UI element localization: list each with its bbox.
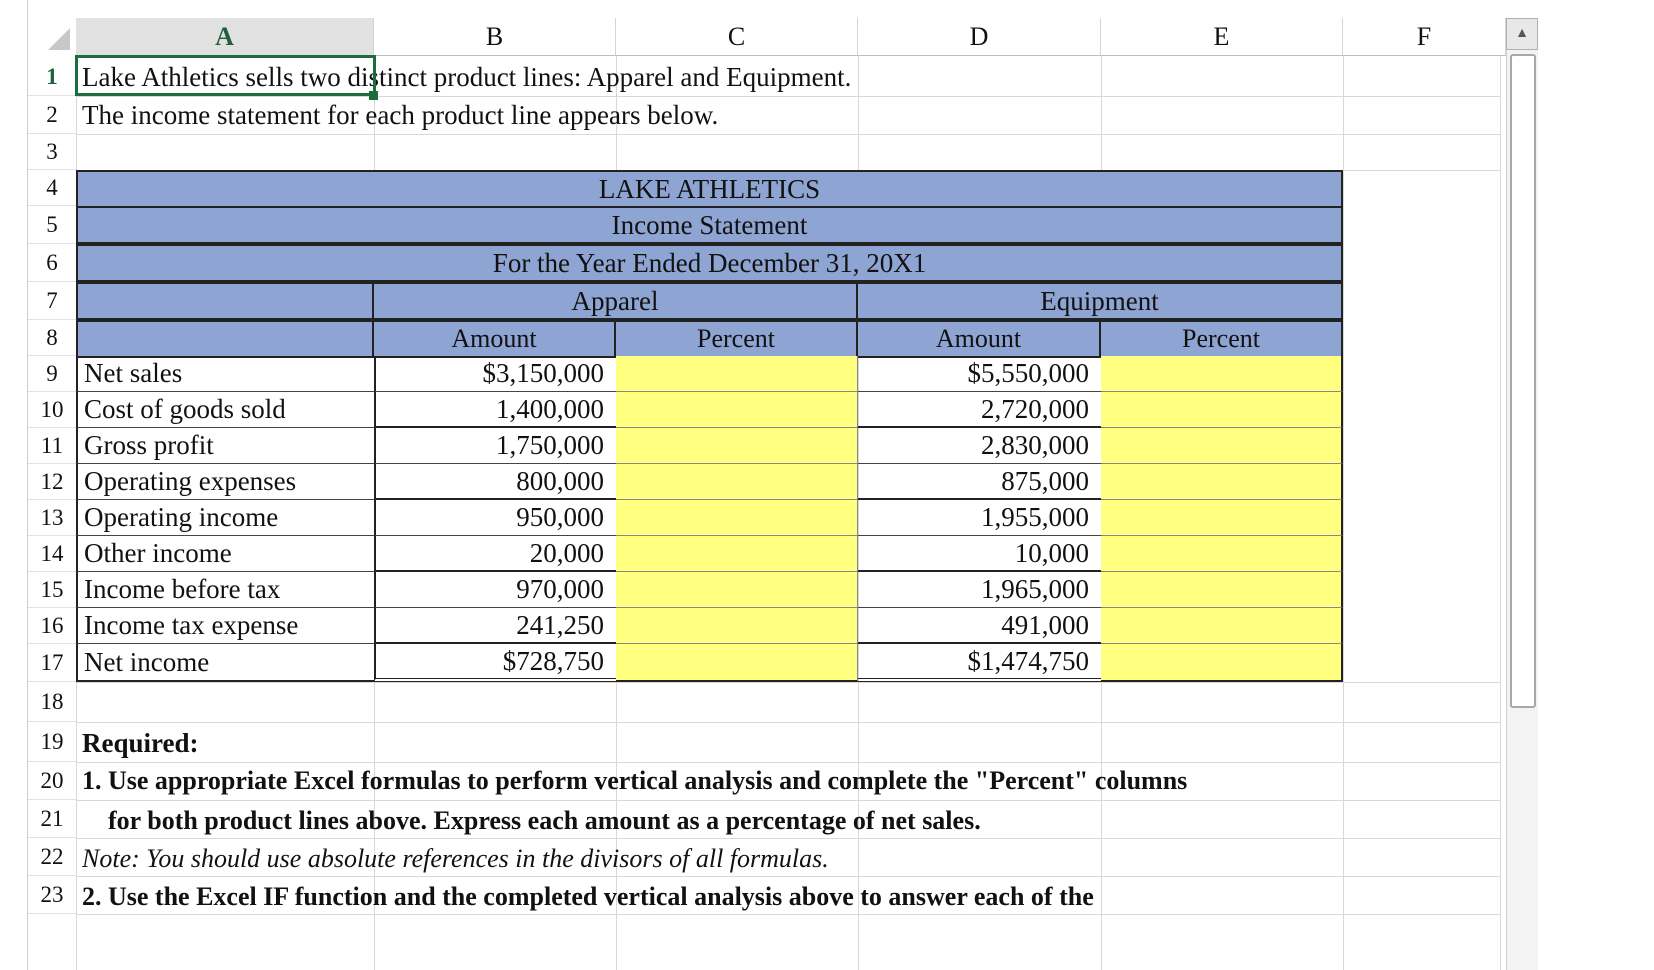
column-header-b[interactable]: B xyxy=(374,18,616,56)
equipment-percent-input[interactable] xyxy=(1101,608,1343,644)
gridline xyxy=(76,134,1500,135)
row-header[interactable]: 22 xyxy=(28,838,76,876)
row-header[interactable]: 14 xyxy=(28,536,76,572)
required-note[interactable]: Note: You should use absolute references in the divisors of all formulas. xyxy=(82,844,829,873)
line-label-gross-profit[interactable]: Gross profit xyxy=(76,428,374,464)
apparel-percent-input[interactable] xyxy=(616,392,858,428)
equipment-amount-net-income[interactable]: $1,474,750 xyxy=(858,644,1101,682)
column-header-f[interactable]: F xyxy=(1343,18,1506,56)
equipment-amount-other-income[interactable]: 10,000 xyxy=(858,536,1101,572)
equipment-amount-header[interactable]: Amount xyxy=(856,320,1101,358)
row-header[interactable]: 19 xyxy=(28,722,76,762)
scrollbar-thumb[interactable] xyxy=(1510,54,1536,708)
apparel-percent-input[interactable] xyxy=(616,464,858,500)
apparel-percent-input[interactable] xyxy=(616,572,858,608)
apparel-amount-header[interactable]: Amount xyxy=(372,320,616,358)
row-header[interactable]: 7 xyxy=(28,282,76,320)
required-item-1-continued[interactable]: for both product lines above. Express each amount as a percentage of net sales. xyxy=(108,806,981,835)
row-header[interactable]: 8 xyxy=(28,320,76,356)
equipment-percent-input[interactable] xyxy=(1101,392,1343,428)
equipment-amount-gross-profit[interactable]: 2,830,000 xyxy=(858,428,1101,464)
apparel-amount-operating-expenses[interactable]: 800,000 xyxy=(374,464,616,500)
row-header[interactable]: 1 xyxy=(28,58,76,96)
apparel-percent-input[interactable] xyxy=(616,536,858,572)
row-header[interactable]: 2 xyxy=(28,96,76,134)
line-label-cogs[interactable]: Cost of goods sold xyxy=(76,392,374,428)
equipment-percent-input[interactable] xyxy=(1101,356,1343,392)
gridline xyxy=(76,800,1500,801)
gridline xyxy=(1500,56,1501,970)
row-header[interactable]: 20 xyxy=(28,762,76,800)
apparel-amount-other-income[interactable]: 20,000 xyxy=(374,536,616,572)
apparel-percent-input[interactable] xyxy=(616,500,858,536)
row-header[interactable]: 12 xyxy=(28,464,76,500)
header-blank-cell[interactable] xyxy=(76,320,374,358)
line-label-income-before-tax[interactable]: Income before tax xyxy=(76,572,374,608)
line-label-income-tax-expense[interactable]: Income tax expense xyxy=(76,608,374,644)
column-header-e[interactable]: E xyxy=(1101,18,1343,56)
apparel-percent-input[interactable] xyxy=(616,608,858,644)
row-header[interactable]: 4 xyxy=(28,170,76,206)
apparel-percent-input[interactable] xyxy=(616,356,858,392)
apparel-header[interactable]: Apparel xyxy=(372,282,858,320)
row-header[interactable]: 10 xyxy=(28,392,76,428)
equipment-amount-income-tax-expense[interactable]: 491,000 xyxy=(858,608,1101,644)
gridline xyxy=(1343,56,1344,970)
company-name[interactable]: LAKE ATHLETICS xyxy=(76,170,1343,208)
window-left-edge xyxy=(0,0,28,970)
equipment-percent-input[interactable] xyxy=(1101,428,1343,464)
header-blank-cell[interactable] xyxy=(76,282,374,320)
fill-handle[interactable] xyxy=(369,91,378,100)
equipment-amount-cogs[interactable]: 2,720,000 xyxy=(858,392,1101,428)
line-label-net-income[interactable]: Net income xyxy=(76,644,374,682)
equipment-percent-input[interactable] xyxy=(1101,572,1343,608)
statement-title[interactable]: Income Statement xyxy=(76,206,1343,244)
line-label-operating-expenses[interactable]: Operating expenses xyxy=(76,464,374,500)
line-label-other-income[interactable]: Other income xyxy=(76,536,374,572)
equipment-percent-input[interactable] xyxy=(1101,536,1343,572)
apparel-amount-net-sales[interactable]: $3,150,000 xyxy=(374,356,616,392)
required-item-2[interactable]: 2. Use the Excel IF function and the completed vertical analysis above to answer each of the xyxy=(82,882,1094,911)
select-all-triangle-icon[interactable] xyxy=(48,28,70,50)
apparel-amount-gross-profit[interactable]: 1,750,000 xyxy=(374,428,616,464)
gridline xyxy=(76,682,1500,683)
equipment-percent-header[interactable]: Percent xyxy=(1099,320,1343,358)
row-header[interactable]: 6 xyxy=(28,244,76,282)
selected-cell-a1[interactable] xyxy=(75,55,376,96)
row-header[interactable]: 23 xyxy=(28,876,76,914)
apparel-amount-cogs[interactable]: 1,400,000 xyxy=(374,392,616,428)
required-item-1[interactable]: 1. Use appropriate Excel formulas to perform vertical analysis and complete the "Percent" columns xyxy=(82,766,1188,795)
line-label-operating-income[interactable]: Operating income xyxy=(76,500,374,536)
equipment-amount-net-sales[interactable]: $5,550,000 xyxy=(858,356,1101,392)
apparel-percent-input[interactable] xyxy=(616,644,858,682)
apparel-percent-input[interactable] xyxy=(616,428,858,464)
statement-period[interactable]: For the Year Ended December 31, 20X1 xyxy=(76,244,1343,282)
apparel-amount-net-income[interactable]: $728,750 xyxy=(374,644,616,682)
equipment-header[interactable]: Equipment xyxy=(856,282,1343,320)
apparel-percent-header[interactable]: Percent xyxy=(614,320,858,358)
row-header[interactable]: 9 xyxy=(28,356,76,392)
equipment-percent-input[interactable] xyxy=(1101,500,1343,536)
equipment-amount-income-before-tax[interactable]: 1,965,000 xyxy=(858,572,1101,608)
row-header[interactable]: 16 xyxy=(28,608,76,644)
intro-line-1[interactable]: Lake Athletics sells two distinct product lines: Apparel and Equipment. xyxy=(82,61,852,92)
row-header[interactable]: 5 xyxy=(28,206,76,244)
equipment-percent-input[interactable] xyxy=(1101,464,1343,500)
row-header[interactable]: 11 xyxy=(28,428,76,464)
column-header-c[interactable]: C xyxy=(616,18,858,56)
apparel-amount-income-tax-expense[interactable]: 241,250 xyxy=(374,608,616,644)
gridline xyxy=(76,722,1500,723)
row-header[interactable]: 18 xyxy=(28,682,76,722)
row-header[interactable]: 15 xyxy=(28,572,76,608)
required-heading[interactable]: Required: xyxy=(82,727,199,758)
equipment-percent-input[interactable] xyxy=(1101,644,1343,682)
scroll-up-arrow-icon[interactable]: ▲ xyxy=(1506,18,1538,50)
apparel-amount-operating-income[interactable]: 950,000 xyxy=(374,500,616,536)
line-label-net-sales[interactable]: Net sales xyxy=(76,356,374,392)
window-right-edge xyxy=(1538,0,1654,970)
apparel-amount-income-before-tax[interactable]: 970,000 xyxy=(374,572,616,608)
row-header[interactable]: 17 xyxy=(28,644,76,682)
row-header[interactable]: 3 xyxy=(28,134,76,170)
column-header-d[interactable]: D xyxy=(858,18,1101,56)
intro-line-2[interactable]: The income statement for each product line appears below. xyxy=(82,99,719,130)
row-header[interactable]: 21 xyxy=(28,800,76,838)
equipment-amount-operating-expenses[interactable]: 875,000 xyxy=(858,464,1101,500)
equipment-amount-operating-income[interactable]: 1,955,000 xyxy=(858,500,1101,536)
column-header-a[interactable]: A xyxy=(76,18,374,56)
row-header[interactable]: 13 xyxy=(28,500,76,536)
